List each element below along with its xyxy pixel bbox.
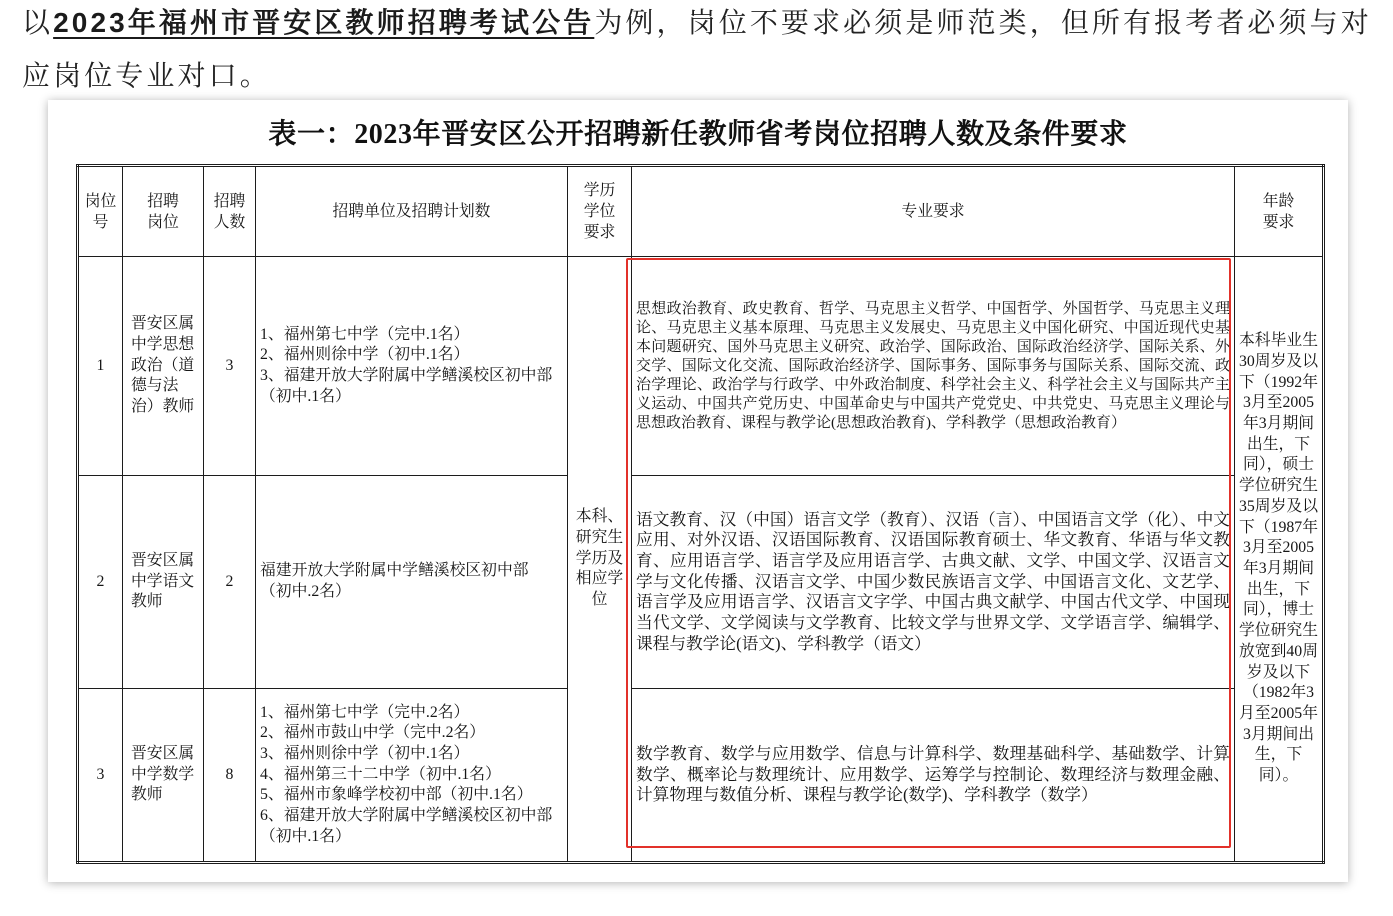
post-number: 3 xyxy=(78,689,123,863)
unit-line: 4、福州第三十二中学（初中.1名） xyxy=(260,765,501,783)
header-position xyxy=(123,166,204,257)
unit-line: 1、福州第七中学（完中.1名） xyxy=(260,325,470,343)
post-number: 2 xyxy=(78,476,123,689)
unit-line: 2、福州市鼓山中学（完中.2名） xyxy=(260,724,486,742)
unit-line: 6、福建开放大学附属中学鳝溪校区初中部（初中.1名） xyxy=(260,807,553,845)
header-major xyxy=(632,166,1235,257)
unit-line: 3、福建开放大学附属中学鳝溪校区初中部（初中.1名） xyxy=(260,367,553,405)
age-requirement: 本科毕业生30周岁及以下（1992年3月至2005年3月期间出生，下同），硕士学位研究生35周岁及以下（1987年3月至2005年3月期间出生，下同），博士学位研究生放宽到40周岁及以下（1982年3月至2005年3月期间出生，下同）。 xyxy=(1235,257,1324,863)
header-label: 招聘岗位 xyxy=(147,192,179,231)
major-requirement: 数学教育、数学与应用数学、信息与计算科学、数理基础科学、基础数学、计算数学、概率论与数理统计、应用数学、运筹学与控制论、数理经济与数理金融、计算物理与数值分析、课程与教学论(数学)、学科教学（数学） xyxy=(632,689,1235,863)
header-label: 专业要求 xyxy=(901,203,965,220)
unit-line: 1、福州第七中学（完中.2名） xyxy=(260,703,470,721)
document-image[interactable] xyxy=(48,100,1348,882)
header-label: 学历学位要求 xyxy=(583,182,616,241)
intro-text: 应岗位专业对口。 xyxy=(22,60,271,91)
unit-line: 5、福州市象峰学校初中部（初中.1名） xyxy=(260,786,533,804)
unit-list xyxy=(256,476,568,689)
table-body xyxy=(78,257,1324,863)
header-education xyxy=(568,166,632,257)
intro-text: 为例，岗位不要求必须是师范类，但所有报考者必须与对 xyxy=(594,7,1372,38)
header-units xyxy=(256,166,568,257)
intro-paragraph xyxy=(22,0,1388,102)
intro-text: 以 xyxy=(22,7,54,38)
table-row xyxy=(78,476,1324,689)
unit-line: 2、福州则徐中学（初中.1名） xyxy=(260,346,470,364)
table-row xyxy=(78,257,1324,476)
header-row xyxy=(78,166,1324,257)
post-number: 1 xyxy=(78,257,123,476)
major-requirement: 思想政治教育、政史教育、哲学、马克思主义哲学、中国哲学、外国哲学、马克思主义理论、马克思主义基本原理、马克思主义发展史、马克思主义中国化研究、中国近现代史基本问题研究、国外马克思主义研究、政治学、国际政治、国际政治经济学、国际关系、外交学、国际文化交流、国际政治经济学、国际事务、国际事务与国际关系、国际交流、政治学理论、政治学与行政学、中外政治制度、科学社会主义、科学社会主义与国际共产主义运动、中国共产党历史、中国革命史与中国共产党党史、中共党史、马克思主义理论与思想政治教育、课程与教学论(思想政治教育)、学科教学（思想政治教育） xyxy=(632,257,1235,476)
header-label: 招聘单位及招聘计划数 xyxy=(332,203,491,220)
position-name: 晋安区属中学语文教师 xyxy=(123,476,204,689)
header-label: 招聘人数 xyxy=(213,192,246,231)
table-row xyxy=(78,689,1324,863)
unit-list xyxy=(256,689,568,863)
header-post-no xyxy=(78,166,123,257)
hire-count: 8 xyxy=(204,689,256,863)
hire-count: 3 xyxy=(204,257,256,476)
education-requirement: 本科、研究生学历及相应学位 xyxy=(568,257,632,863)
hire-count: 2 xyxy=(204,476,256,689)
header-label: 年龄要求 xyxy=(1262,192,1295,231)
table-header xyxy=(78,166,1324,257)
position-name: 晋安区属中学数学教师 xyxy=(123,689,204,863)
position-name: 晋安区属中学思想政治（道德与法治）教师 xyxy=(123,257,204,476)
header-count xyxy=(204,166,256,257)
header-label: 岗位号 xyxy=(84,192,117,231)
table-title: 表一：2023年晋安区公开招聘新任教师省考岗位招聘人数及条件要求 xyxy=(268,119,1128,150)
header-age xyxy=(1235,166,1324,257)
unit-line: 福建开放大学附属中学鳝溪校区初中部（初中.2名） xyxy=(260,562,529,600)
announcement-link[interactable]: 2023年福州市晋安区教师招聘考试公告 xyxy=(53,7,595,38)
unit-line: 3、福州则徐中学（初中.1名） xyxy=(260,744,470,762)
unit-list xyxy=(256,257,568,476)
recruitment-table xyxy=(76,164,1325,864)
major-requirement: 语文教育、汉（中国）语言文学（教育）、汉语（言）、中国语言文学（化）、中文应用、对外汉语、汉语国际教育、汉语国际教育硕士、华文教育、华语与华文教育、应用语言学、语言学及应用语言学、古典文献、文学、中国文学、汉语言文学与文化传播、汉语言文学、中国少数民族语言文学、中国语言文化、文艺学、语言学及应用语言学、汉语言文字学、中国古典文献学、中国古代文学、中国现当代文学、文学阅读与文学教育、比较文学与世界文学、文学语言学、编辑学、课程与教学论(语文)、学科教学（语文） xyxy=(632,476,1235,689)
